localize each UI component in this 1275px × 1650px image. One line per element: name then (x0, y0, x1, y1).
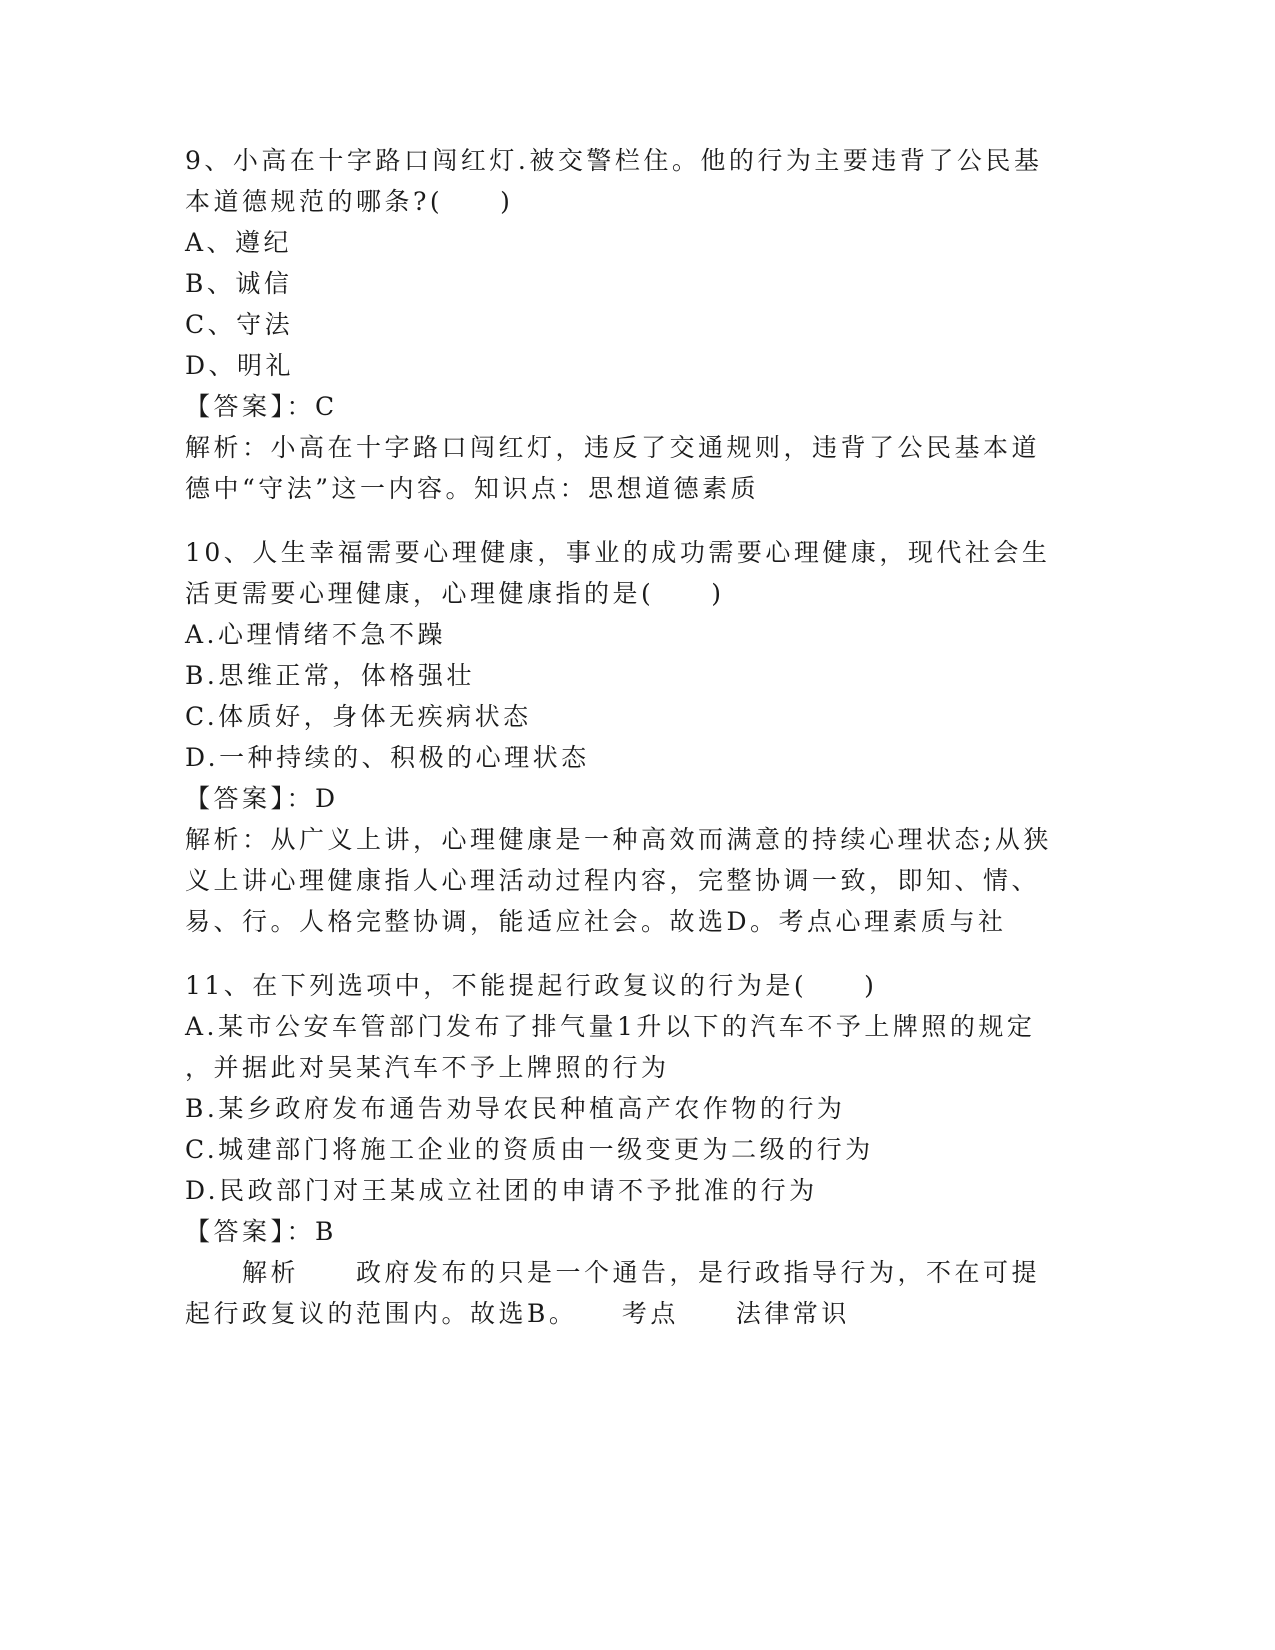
q11-option-a-line-2: ，并据此对吴某汽车不予上牌照的行为 (185, 1053, 670, 1082)
q10-option-b: B.思维正常，体格强壮 (185, 661, 475, 690)
q11-option-c: C.城建部门将施工企业的资质由一级变更为二级的行为 (185, 1135, 874, 1164)
q10-answer: 【答案】：D (185, 784, 339, 813)
q10-option-c: C.体质好，身体无疾病状态 (185, 702, 532, 731)
q9-option-a: A、遵纪 (185, 228, 293, 257)
q11-stem-line-1: 11、在下列选项中，不能提起行政复议的行为是( ) (185, 971, 878, 1000)
q9-analysis-line-1: 解析：小高在十字路口闯红灯，违反了交通规则，违背了公民基本道 (185, 433, 1041, 462)
q11-option-d: D.民政部门对王某成立社团的申请不予批准的行为 (185, 1176, 818, 1205)
q11-option-a-line-1: A.某市公安车管部门发布了排气量1升以下的汽车不予上牌照的规定 (185, 1012, 1036, 1041)
q9-option-d: D、明礼 (185, 351, 295, 380)
q11-analysis-line-1: 解析 政府发布的只是一个通告，是行政指导行为，不在可提 (185, 1258, 1041, 1287)
q10-analysis-line-1: 解析：从广义上讲，心理健康是一种高效而满意的持续心理状态;从狭 (185, 825, 1052, 854)
q10-analysis-line-2: 义上讲心理健康指人心理活动过程内容，完整协调一致，即知、情、 (185, 866, 1041, 895)
q10-option-d: D.一种持续的、积极的心理状态 (185, 743, 590, 772)
q10-stem-line-2: 活更需要心理健康，心理健康指的是( ) (185, 579, 725, 608)
q10-option-a: A.心理情绪不急不躁 (185, 620, 447, 649)
q11-option-b: B.某乡政府发布通告劝导农民种植高产农作物的行为 (185, 1094, 846, 1123)
q9-answer: 【答案】：C (185, 392, 338, 421)
q11-answer: 【答案】：B (185, 1217, 337, 1246)
q9-stem-line-1: 9、小高在十字路口闯红灯.被交警栏住。他的行为主要违背了公民基 (185, 146, 1043, 175)
q11-analysis-line-2: 起行政复议的范围内。故选B。 考点 法律常识 (185, 1299, 850, 1328)
q10-analysis-line-3: 易、行。人格完整协调，能适应社会。故选D。考点心理素质与社 (185, 907, 1007, 936)
q10-stem-line-1: 10、人生幸福需要心理健康，事业的成功需要心理健康，现代社会生 (185, 538, 1051, 567)
q9-option-c: C、守法 (185, 310, 294, 339)
q9-option-b: B、诚信 (185, 269, 293, 298)
q9-analysis-line-2: 德中“守法”这一内容。知识点：思想道德素质 (185, 474, 760, 503)
q9-stem-line-2: 本道德规范的哪条?( ) (185, 187, 514, 216)
